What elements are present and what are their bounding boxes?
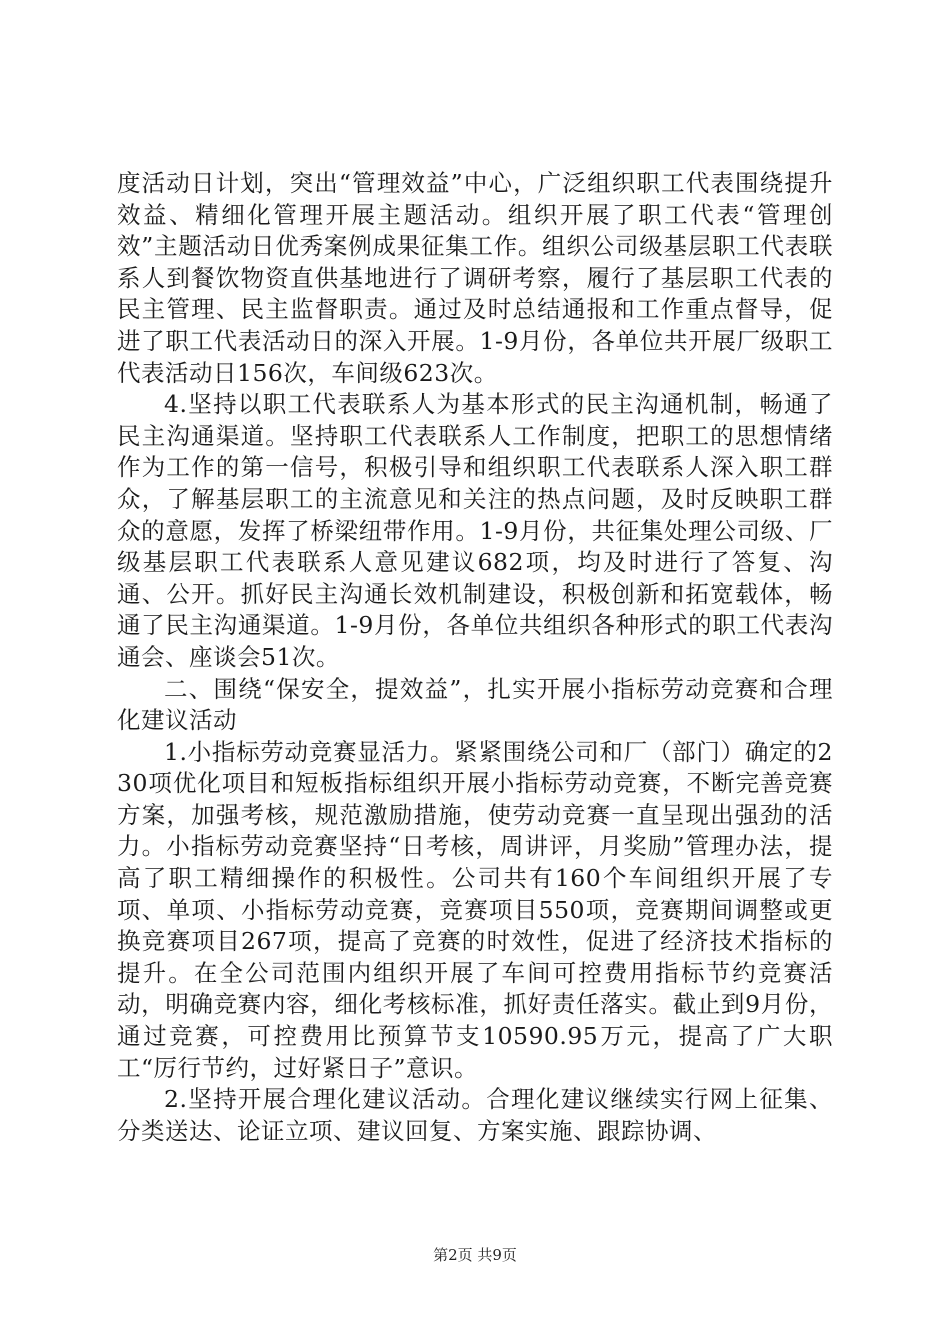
paragraph-item-2: 2.坚持开展合理化建议活动。合理化建议继续实行网上征集、分类送达、论证立项、建议回复、方案实施、跟踪协调、 <box>117 1085 833 1145</box>
paragraph-item-4: 4.坚持以职工代表联系人为基本形式的民主沟通机制，畅通了民主沟通渠道。坚持职工代表联系人工作制度，把职工的思想情绪作为工作的第一信号，积极引导和组织职工代表联系人深入职工群众，了解基层职工的主流意见和关注的热点问题，及时反映职工群众的意愿，发挥了桥梁纽带作用。1-9月份，共征集处理公司级、厂级基层职工代表联系人意见建议682项，均及时进行了答复、沟通、公开。抓好民主沟通长效机制建设，积极创新和拓宽载体，畅通了民主沟通渠道。1-9月份，各单位共组织各种形式的职工代表沟通会、座谈会51次。 <box>117 390 833 671</box>
paragraph-item-1: 1.小指标劳动竞赛显活力。紧紧围绕公司和厂（部门）确定的230项优化项目和短板指标组织开展小指标劳动竞赛，不断完善竞赛方案，加强考核，规范激励措施，使劳动竞赛一直呈现出强劲的活力。小指标劳动竞赛坚持“日考核，周讲评，月奖励”管理办法，提高了职工精细操作的积极性。公司共有160个车间组织开展了专项、单项、小指标劳动竞赛，竞赛项目550项，竞赛期间调整或更换竞赛项目267项，提高了竞赛的时效性，促进了经济技术指标的提升。在全公司范围内组织开展了车间可控费用指标节约竞赛活动，明确竞赛内容，细化考核标准，抓好责任落实。截止到9月份，通过竞赛，可控费用比预算节支10590.95万元，提高了广大职工“厉行节约，过好紧日子”意识。 <box>117 737 833 1082</box>
section-heading-2: 二、围绕“保安全，提效益”，扎实开展小指标劳动竞赛和合理化建议活动 <box>117 674 833 735</box>
paragraph-continuation: 度活动日计划，突出“管理效益”中心，广泛组织职工代表围绕提升效益、精细化管理开展主题活动。组织开展了职工代表“管理创效”主题活动日优秀案例成果征集工作。组织公司级基层职工代表联系人到餐饮物资直供基地进行了调研考察，履行了基层职工代表的民主管理、民主监督职责。通过及时总结通报和工作重点督导，促进了职工代表活动日的深入开展。1-9月份，各单位共开展厂级职工代表活动日156次，车间级623次。 <box>117 169 833 387</box>
document-body <box>117 168 833 1147</box>
page-number-footer: 第2页 共9页 <box>433 1246 517 1264</box>
